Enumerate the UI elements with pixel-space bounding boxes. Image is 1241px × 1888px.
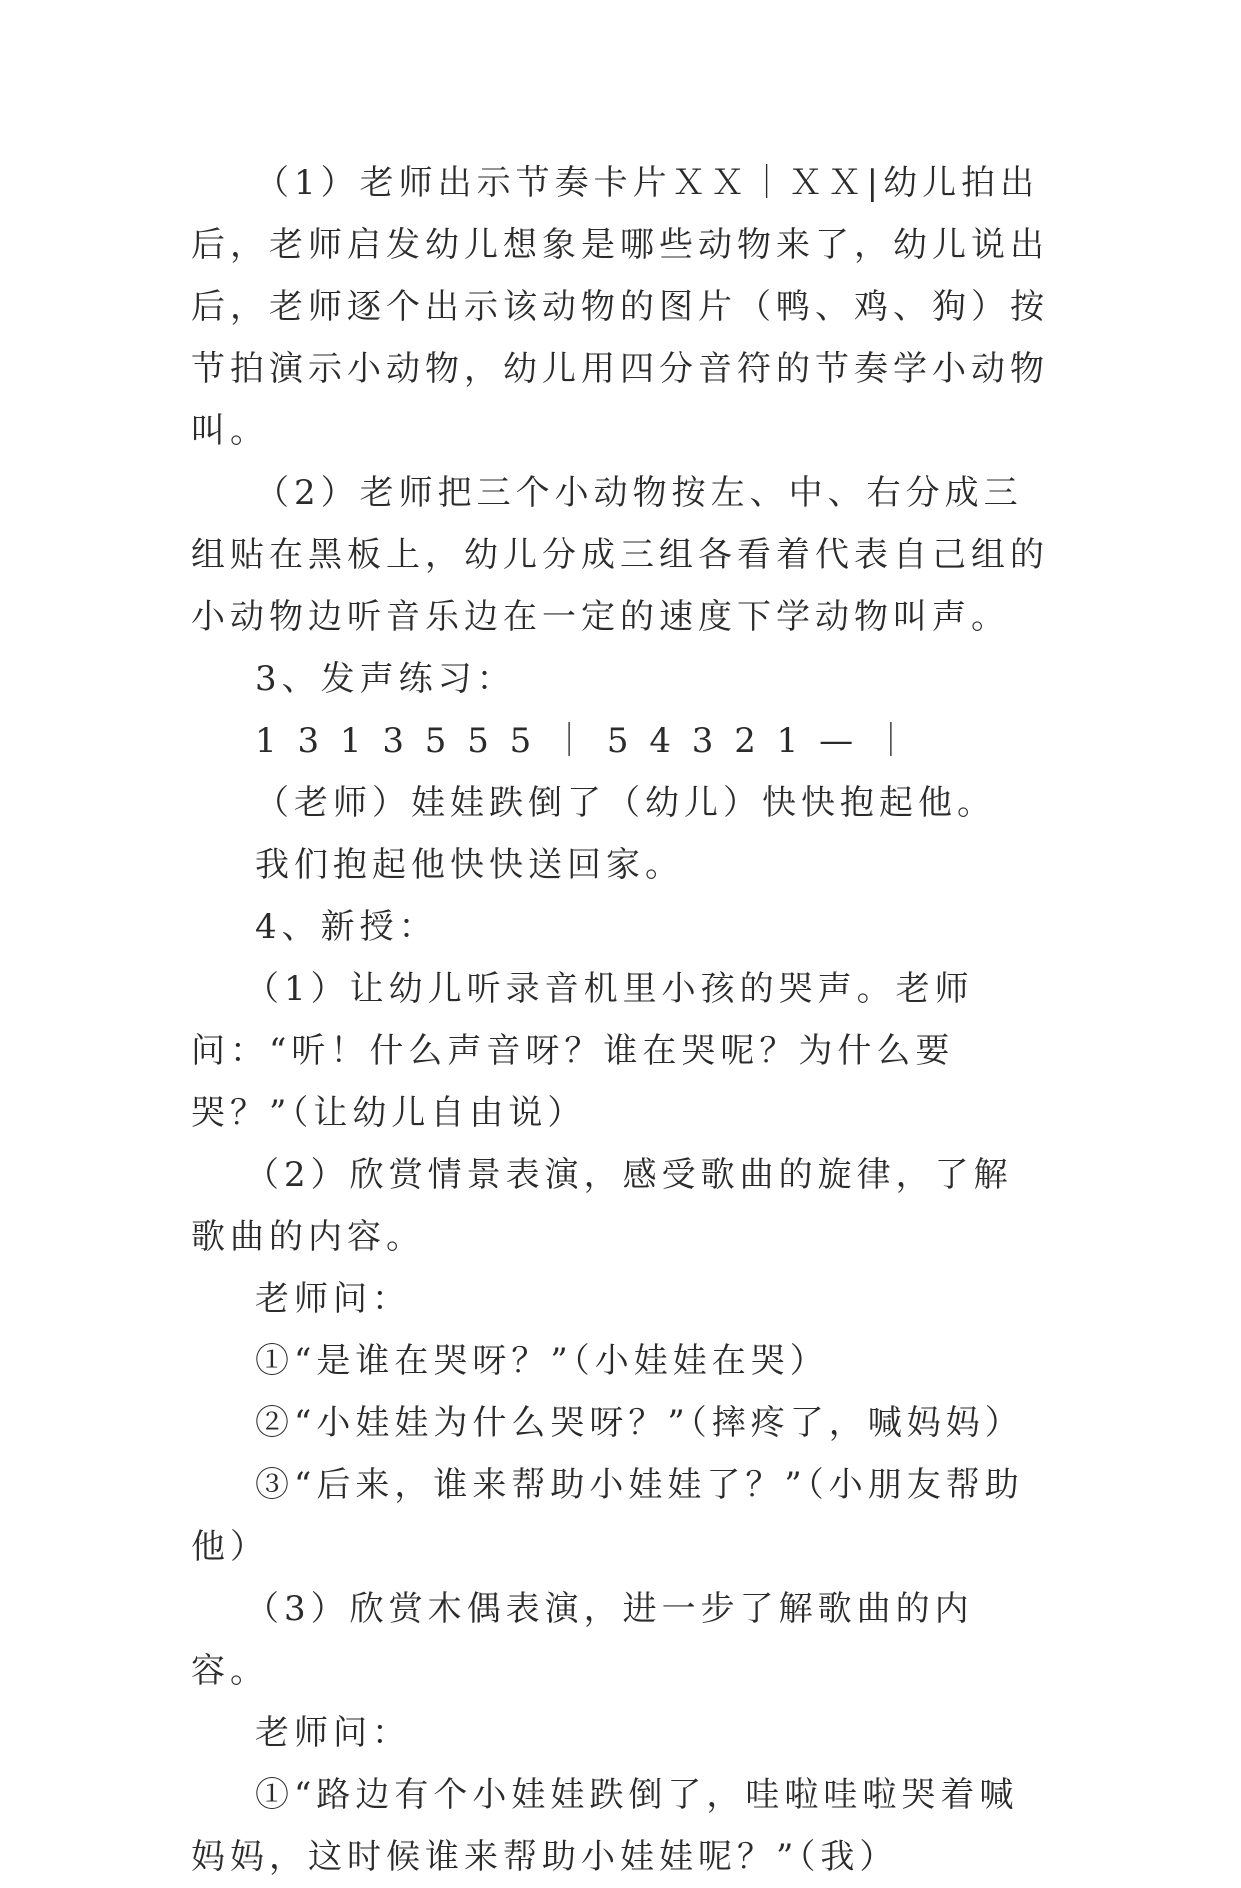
paragraph-puppet-performance: （3）欣赏木偶表演，进一步了解歌曲的内容。 (191, 1589, 974, 1691)
question-roadside: ①“路边有个小娃娃跌倒了，哇啦哇啦哭着喊妈妈，这时候谁来帮助小娃娃呢？”（我） (191, 1775, 1019, 1877)
paragraph-rhythm-card: （1）老师出示节奏卡片ＸＸ｜ＸＸ|幼儿拍出后，老师启发幼儿想象是哪些动物来了，幼儿说出后，老师逐个出示该动物的图片（鸭、鸡、狗）按节拍演示小动物，幼儿用四分音符的节奏学小动物叫。 (191, 163, 1049, 451)
teacher-asks-label-2: 老师问： (255, 1713, 411, 1753)
question-3: ③“后来，谁来帮助小娃娃了？”（小朋友帮助他） (191, 1465, 1024, 1567)
lyrics-line-1: （老师）娃娃跌倒了（幼儿）快快抱起他。 (255, 783, 996, 823)
paragraph-three-groups: （2）老师把三个小动物按左、中、右分成三组贴在黑板上，幼儿分成三组各看着代表自己组的小动物边听音乐边在一定的速度下学动物叫声。 (191, 473, 1049, 637)
teacher-asks-label: 老师问： (255, 1279, 411, 1319)
heading-vocal-practice: 3、发声练习： (255, 659, 516, 699)
question-2: ②“小娃娃为什么哭呀？”（摔疼了，喊妈妈） (255, 1403, 1024, 1443)
lyrics-line-2: 我们抱起他快快送回家。 (255, 845, 684, 885)
paragraph-scene-performance: （2）欣赏情景表演，感受歌曲的旋律，了解歌曲的内容。 (191, 1155, 1013, 1257)
paragraph-listen-crying: （1）让幼儿听录音机里小孩的哭声。老师问：“听！什么声音呀？谁在哭呢？为什么要哭？”（让幼儿自由说） (191, 969, 974, 1133)
document-body (191, 152, 1051, 1888)
notation-line: 1 3 1 3 5 5 5 ｜ 5 4 3 2 1 — ｜ (255, 721, 913, 761)
heading-new-lesson: 4、新授： (255, 907, 438, 947)
question-1: ①“是谁在哭呀？”（小娃娃在哭） (255, 1341, 829, 1381)
